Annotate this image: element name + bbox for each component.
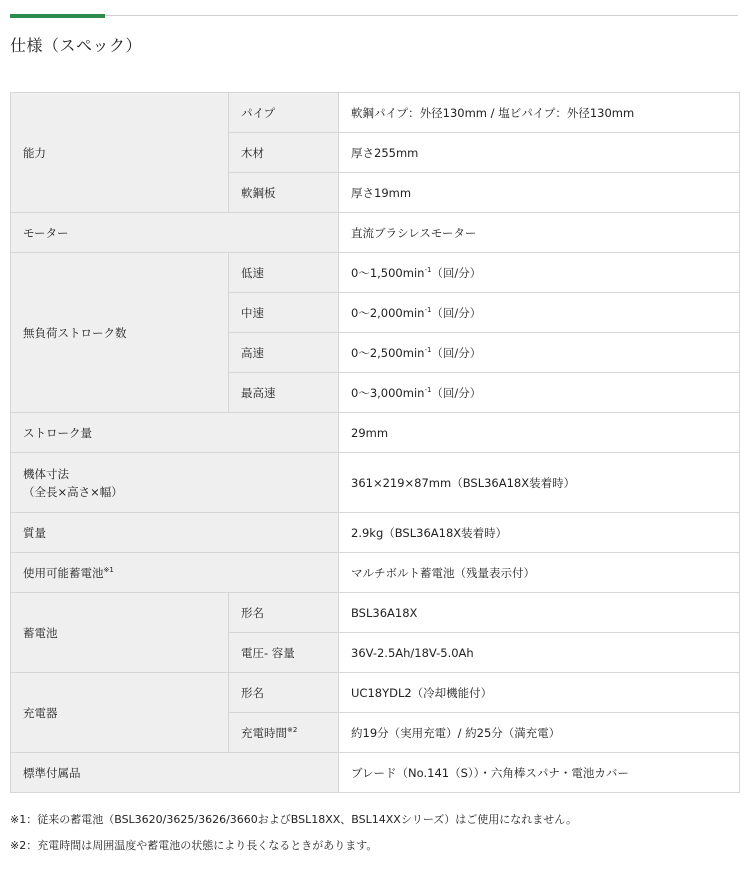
battery-model-label: 形名 [229,593,339,633]
spec-table [10,92,740,793]
table-row [11,213,740,253]
high-speed-value: 0〜$2,500\min^{-1}$（回/分） [339,333,740,373]
usable-battery-value: マルチボルト蓄電池（残量表示付） [339,553,740,593]
weight-label: 質量 [11,513,339,553]
battery-model-value: BSL36A18X [339,593,740,633]
motor-value: 直流ブラシレスモーター [339,213,740,253]
charge-time-value: 約19分（実用充電）/ 約25分（満充電） [339,713,740,753]
weight-value: 2.9kg（BSL36A18X装着時） [339,513,740,553]
charger-model-value: UC18YDL2（冷却機能付） [339,673,740,713]
low-speed-value: 0〜$1,500\min^{-1}$（回/分） [339,253,740,293]
dimensions-value: 361×219×87mm（BSL36A18X装着時） [339,453,740,513]
dimensions-label: 機体寸法 （全長×高さ×幅） [11,453,339,513]
max-speed-value: 0〜$3,000\min^{-1}$（回/分） [339,373,740,413]
charger-label: 充電器 [11,673,229,753]
pipe-label: パイプ [229,93,339,133]
table-row [11,253,740,293]
battery-voltage-label: 電圧- 容量 [229,633,339,673]
high-speed-label: 高速 [229,333,339,373]
pipe-value: 軟鋼パイプ：外径130mm / 塩ビパイプ：外径130mm [339,93,740,133]
low-speed-label: 低速 [229,253,339,293]
wood-label: 木材 [229,133,339,173]
table-row [11,673,740,713]
footnote-2: ※2：充電時間は周囲温度や蓄電池の状態により長くなるときがあります。 [10,839,378,852]
stroke-length-label: ストローク量 [11,413,339,453]
table-row [11,453,740,513]
table-row [11,593,740,633]
wood-value: 厚さ255mm [339,133,740,173]
max-speed-label: 最高速 [229,373,339,413]
stroke-rate-label: 無負荷ストローク数 [11,253,229,413]
table-row [11,513,740,553]
charge-time-label: 充電時間$^{※2}$ [229,713,339,753]
charger-model-label: 形名 [229,673,339,713]
steel-plate-label: 軟鋼板 [229,173,339,213]
top-accent-bar [10,14,105,18]
footnote-1: ※1：従来の蓄電池（BSL3620/3625/3626/3660およびBSL18XX、BSL14XXシリーズ）はご使用になれません。 [10,813,577,826]
table-row [11,553,740,593]
mid-speed-label: 中速 [229,293,339,333]
steel-plate-value: 厚さ19mm [339,173,740,213]
footnote-mark: ※1 [103,565,114,574]
usable-battery-label: 使用可能蓄電池$^{※1}$ [11,553,339,593]
battery-voltage-value: 36V-2.5Ah/18V-5.0Ah [339,633,740,673]
top-divider [10,15,738,16]
stroke-length-value: 29mm [339,413,740,453]
mid-speed-value: 0〜$2,000\min^{-1}$（回/分） [339,293,740,333]
accessories-label: 標準付属品 [11,753,339,793]
table-row [11,93,740,133]
page-title: 仕様（スペック） [10,36,143,55]
battery-label: 蓄電池 [11,593,229,673]
table-row [11,413,740,453]
accessories-value: ブレード（No.141（S））・六角棒スパナ・電池カバー [339,753,740,793]
motor-label: モーター [11,213,339,253]
capacity-label: 能力 [11,93,229,213]
footnote-mark: ※2 [287,725,298,734]
table-row [11,753,740,793]
